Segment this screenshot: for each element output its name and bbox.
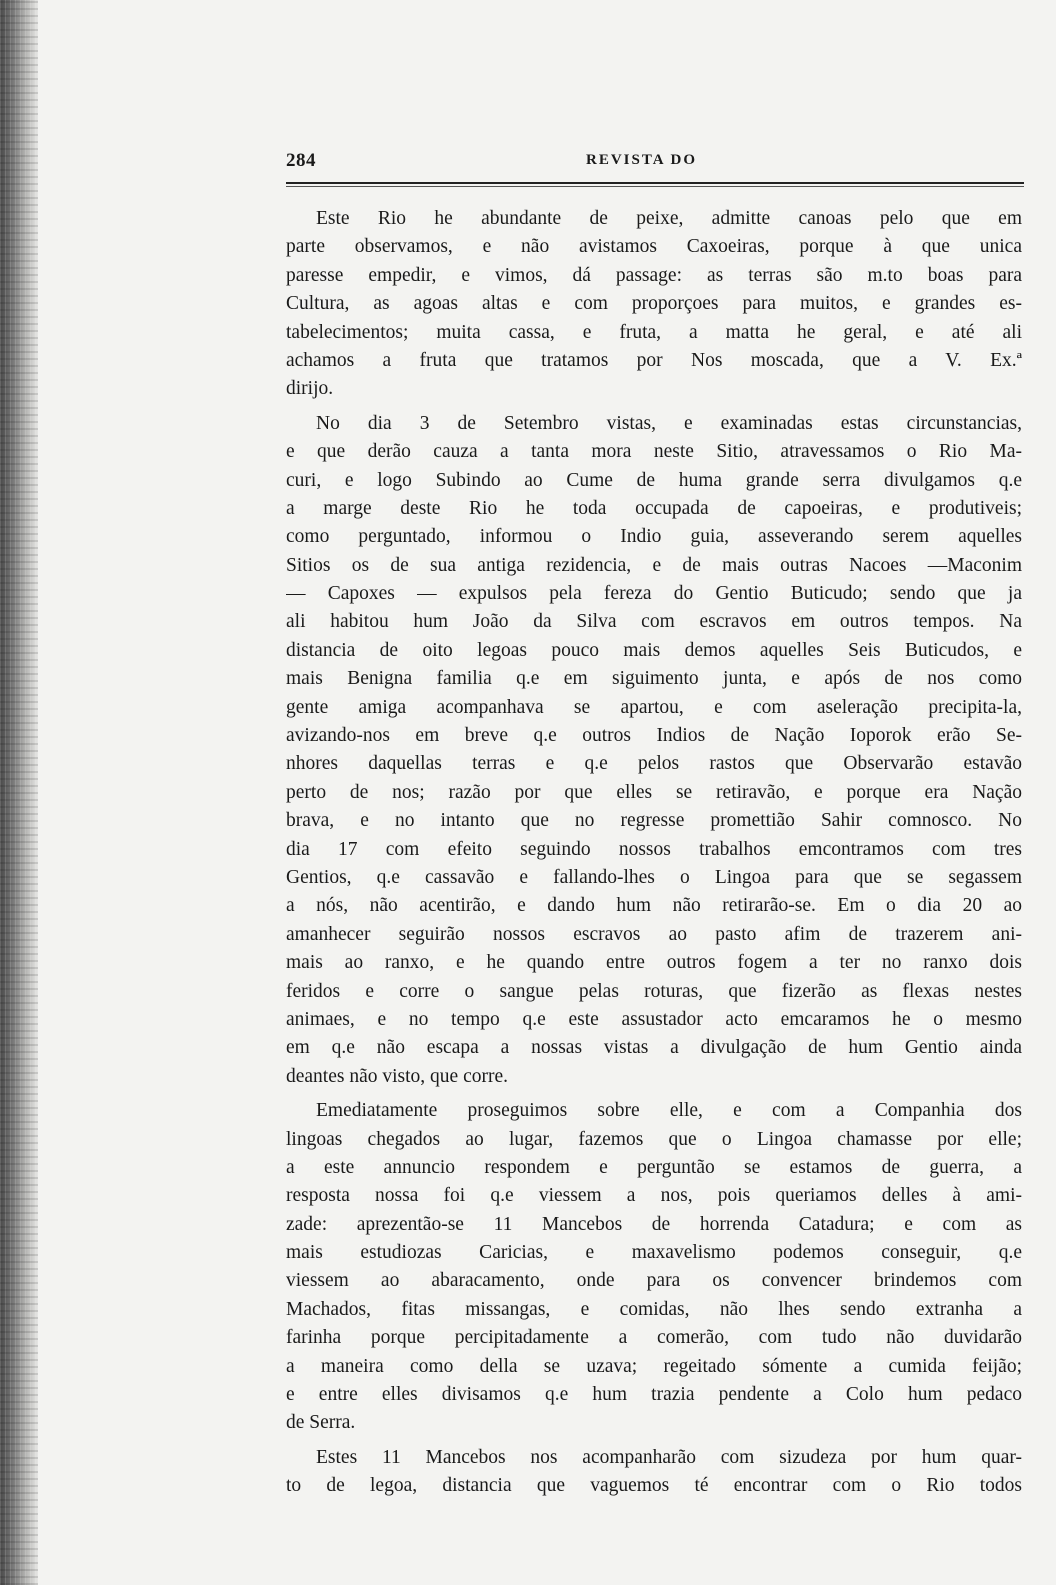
running-head (286, 150, 1026, 178)
text-line: a nós, não acentirão, e dando hum não retirarão-se. Em o dia 20 ao (286, 895, 1022, 917)
text-line: feridos e corre o sangue pelas roturas, que fizerão as flexas nestes (286, 980, 1022, 1002)
text-line: em q.e não escapa a nossas vistas a divulgação de hum Gentio ainda (286, 1037, 1022, 1059)
paragraph (286, 410, 1022, 1091)
text-line: Machados, fitas missangas, e comidas, não lhes sendo extranha a (286, 1298, 1022, 1320)
paragraph (286, 1097, 1022, 1438)
text-line: — Capoxes — expulsos pela fereza do Gentio Buticudo; sendo que ja (286, 583, 1022, 605)
text-line: a marge deste Rio he toda occupada de capoeiras, e produtiveis; (286, 497, 1022, 519)
journal-title: REVISTA DO (586, 152, 697, 168)
text-line: como perguntado, informou o Indio guia, asseverando serem aquelles (286, 526, 1022, 548)
text-line: animaes, e no tempo q.e este assustador acto emcaramos he o mesmo (286, 1008, 1022, 1030)
text-line: brava, e no intanto que no regresse promettião Sahir comnosco. No (286, 810, 1022, 832)
text-line: ali habitou hum João da Silva com escravos em outros tempos. Na (286, 611, 1022, 633)
text-line: parte observamos, e não avistamos Caxoeiras, porque à que unica (286, 236, 1022, 258)
text-line: Emediatamente proseguimos sobre elle, e com a Companhia dos (316, 1100, 1022, 1122)
text-line: deantes não visto, que corre. (286, 1065, 509, 1087)
text-line: Este Rio he abundante de peixe, admitte canoas pelo que em (316, 208, 1022, 229)
text-line: resposta nossa foi q.e viessem a nos, pois queriamos delles à ami- (286, 1185, 1022, 1207)
text-line: farinha porque percipitadamente a comerão, com tudo não duvidarão (286, 1327, 1022, 1349)
text-line: zade: aprezentão-se 11 Mancebos de horrenda Catadura; e com as (286, 1213, 1022, 1235)
text-line: perto de nos; razão por que elles se retiravão, e porque era Nação (286, 781, 1022, 803)
header-rule (286, 182, 1024, 184)
text-line: Cultura, as agoas altas e com proporçoes para muitos, e grandes es- (286, 293, 1022, 315)
text-line: achamos a fruta que tratamos por Nos moscada, que a V. Ex.ª (286, 349, 1022, 371)
text-line: paresse empedir, e vimos, dá passage: as terras são m.to boas para (286, 264, 1022, 286)
text-line: e entre elles divisamos q.e hum trazia pendente a Colo hum pedaco (286, 1384, 1022, 1406)
text-line: dia 17 com efeito seguindo nossos trabalhos emcontramos com tres (286, 838, 1022, 860)
body-text (286, 205, 1022, 1501)
text-line: to de legoa, distancia que vaguemos té encontrar com o Rio todos (286, 1475, 1022, 1497)
text-line: a este annuncio respondem e perguntão se estamos de guerra, a (286, 1156, 1022, 1178)
text-line: e que derão cauza a tanta mora neste Sitio, atravessamos o Rio Ma- (286, 441, 1022, 463)
text-line: avizando-nos em breve q.e outros Indios de Nação Ioporok erão Se- (286, 725, 1022, 747)
text-line: a maneira como della se uzava; regeitado sómente a cumida feijão; (286, 1355, 1022, 1377)
text-line: amanhecer seguirão nossos escravos ao pasto afim de trazerem ani- (286, 923, 1022, 945)
text-line: gente amiga acompanhava se apartou, e com aseleração precipita-la, (286, 696, 1022, 718)
text-line: nhores daquellas terras e q.e pelos rastos que Observarão estavão (286, 753, 1022, 775)
text-line: viessem ao abaracamento, onde para os convencer brindemos com (286, 1270, 1022, 1292)
paragraph (286, 205, 1022, 404)
page-number: 284 (286, 150, 316, 171)
text-line: Estes 11 Mancebos nos acompanharão com sizudeza por hum quar- (316, 1446, 1022, 1468)
text-line: lingoas chegados ao lugar, fazemos que o Lingoa chamasse por elle; (286, 1128, 1022, 1150)
text-line: No dia 3 de Setembro vistas, e examinadas estas circunstancias, (316, 412, 1022, 434)
text-line: tabelecimentos; muita cassa, e fruta, a matta he geral, e até ali (286, 321, 1022, 343)
text-line: distancia de oito legoas pouco mais demos aquelles Seis Buticudos, e (286, 639, 1022, 661)
header-rule-thin (286, 186, 1024, 187)
text-line: curi, e logo Subindo ao Cume de huma grande serra divulgamos q.e (286, 469, 1022, 491)
text-line: Sitios os de sua antiga rezidencia, e de mais outras Nacoes —Maconim (286, 554, 1022, 576)
text-line: dirijo. (286, 378, 334, 400)
text-line: mais estudiozas Caricias, e maxavelismo podemos conseguir, q.e (286, 1242, 1022, 1264)
text-line: de Serra. (286, 1412, 356, 1434)
text-line: mais ao ranxo, e he quando entre outros fogem a ter no ranxo dois (286, 952, 1022, 974)
text-line: Gentios, q.e cassavão e fallando-lhes o Lingoa para que se segassem (286, 866, 1022, 888)
text-line: mais Benigna familia q.e em siguimento junta, e após de nos como (286, 668, 1022, 690)
paragraph (286, 1444, 1022, 1501)
